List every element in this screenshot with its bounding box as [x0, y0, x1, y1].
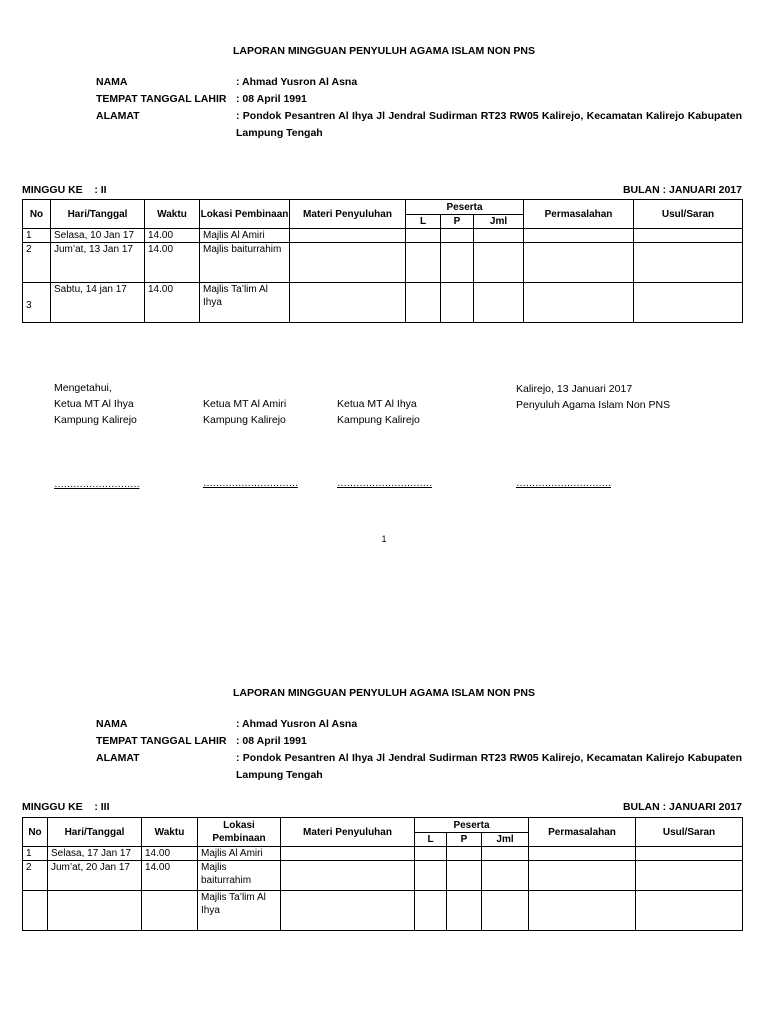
cell-material	[290, 229, 406, 243]
cell-p	[441, 229, 474, 243]
cell-time: 14.00	[145, 229, 200, 243]
col-header-participants: Peserta	[406, 200, 524, 215]
cell-jml	[482, 891, 529, 931]
info-value: : Ahmad Yusron Al Asna	[236, 76, 358, 88]
cell-day: Jum’at, 13 Jan 17	[51, 243, 145, 283]
info-label: NAMA	[96, 718, 128, 730]
table-row	[23, 847, 743, 861]
table-row	[23, 229, 743, 243]
signature-block-2	[203, 396, 286, 428]
col-header-participants: Peserta	[415, 818, 529, 833]
cell-suggestions	[636, 847, 743, 861]
col-header-suggestions: Usul/Saran	[636, 818, 743, 847]
col-header-material: Materi Penyuluhan	[290, 200, 406, 229]
table-row	[23, 283, 743, 323]
cell-time: 14.00	[145, 283, 200, 323]
info-label: ALAMAT	[96, 110, 140, 122]
signature-block-3	[337, 396, 420, 428]
cell-location: Majlis baiturrahim	[198, 861, 281, 891]
col-header-problems: Permasalahan	[524, 200, 634, 229]
report-table	[22, 199, 743, 323]
signature-line: Ketua MT Al Amiri	[203, 398, 287, 410]
info-row-birth	[96, 733, 742, 750]
cell-location: Majlis Ta’lim Al Ihya	[198, 891, 281, 931]
cell-l	[415, 847, 447, 861]
cell-time: 14.00	[145, 243, 200, 283]
cell-l	[406, 283, 441, 323]
signature-dots: …………………………	[516, 478, 611, 489]
cell-p	[441, 243, 474, 283]
identity-block	[96, 74, 742, 142]
cell-problems	[529, 861, 636, 891]
col-header-day: Hari/Tanggal	[48, 818, 142, 847]
signature-line: Ketua MT Al Ihya	[337, 398, 417, 410]
cell-jml	[474, 283, 524, 323]
cell-l	[406, 229, 441, 243]
col-header-l: L	[406, 215, 441, 229]
cell-p	[447, 847, 482, 861]
cell-day: Jum’at, 20 Jan 17	[48, 861, 142, 891]
cell-day	[48, 891, 142, 931]
signature-block-1	[54, 380, 137, 428]
cell-location: Majlis Al Amiri	[198, 847, 281, 861]
cell-problems	[524, 243, 634, 283]
cell-time: 14.00	[142, 861, 198, 891]
signature-line: Kampung Kalirejo	[54, 414, 137, 426]
week-label: MINGGU KE : II	[22, 184, 107, 196]
cell-time	[142, 891, 198, 931]
signature-line: Kampung Kalirejo	[203, 414, 286, 426]
col-header-l: L	[415, 833, 447, 847]
table-row	[23, 243, 743, 283]
cell-suggestions	[636, 891, 743, 931]
report-title: LAPORAN MINGGUAN PENYULUH AGAMA ISLAM NON PNS	[233, 45, 535, 57]
cell-p	[447, 861, 482, 891]
cell-jml	[482, 847, 529, 861]
col-header-time: Waktu	[145, 200, 200, 229]
info-value: : 08 April 1991	[236, 735, 307, 747]
cell-no: 1	[23, 229, 51, 243]
cell-no: 2	[23, 861, 48, 891]
col-header-location: Lokasi Pembinaan	[198, 818, 281, 847]
col-header-day: Hari/Tanggal	[51, 200, 145, 229]
signature-dots: …………………………	[337, 478, 432, 489]
cell-jml	[482, 861, 529, 891]
signature-dots: …………………………	[203, 478, 298, 489]
week-label: MINGGU KE : III	[22, 801, 110, 813]
cell-day: Selasa, 17 Jan 17	[48, 847, 142, 861]
col-header-suggestions: Usul/Saran	[634, 200, 743, 229]
info-value: : Pondok Pesantren Al Ihya Jl Jendral Sudirman RT23 RW05 Kalirejo, Kecamatan Kalirejo Kabupaten Lampung Tengah	[236, 752, 742, 781]
identity-block	[96, 716, 742, 784]
cell-material	[281, 891, 415, 931]
cell-p	[447, 891, 482, 931]
cell-p	[441, 283, 474, 323]
info-value: : 08 April 1991	[236, 93, 307, 105]
col-header-time: Waktu	[142, 818, 198, 847]
info-row-address	[96, 750, 742, 784]
cell-material	[290, 243, 406, 283]
info-row-address	[96, 108, 742, 142]
info-row-name	[96, 74, 742, 91]
info-label: ALAMAT	[96, 752, 140, 764]
col-header-p: P	[441, 215, 474, 229]
signature-line: Mengetahui,	[54, 382, 112, 394]
signature-line: Penyuluh Agama Islam Non PNS	[516, 399, 671, 411]
col-header-p: P	[447, 833, 482, 847]
cell-location: Majlis baiturrahim	[200, 243, 290, 283]
cell-location: Majlis Ta’lim Al Ihya	[200, 283, 290, 323]
cell-suggestions	[634, 243, 743, 283]
info-row-birth	[96, 91, 742, 108]
col-header-jml: Jml	[482, 833, 529, 847]
col-header-jml: Jml	[474, 215, 524, 229]
info-label: NAMA	[96, 76, 128, 88]
month-label: BULAN : JANUARI 2017	[622, 184, 742, 196]
info-label: TEMPAT TANGGAL LAHIR	[96, 93, 227, 105]
col-header-problems: Permasalahan	[529, 818, 636, 847]
cell-material	[290, 283, 406, 323]
cell-problems	[524, 229, 634, 243]
signature-line: Ketua MT Al Ihya	[54, 398, 134, 410]
cell-material	[281, 847, 415, 861]
report-table	[22, 817, 743, 931]
cell-suggestions	[634, 229, 743, 243]
cell-no: 2	[23, 243, 51, 283]
cell-no: 3	[23, 283, 51, 323]
cell-time: 14.00	[142, 847, 198, 861]
col-header-location: Lokasi Pembinaan	[200, 200, 290, 229]
col-header-material: Materi Penyuluhan	[281, 818, 415, 847]
signature-line: Kampung Kalirejo	[337, 414, 420, 426]
cell-suggestions	[634, 283, 743, 323]
col-header-no: No	[23, 818, 48, 847]
month-label: BULAN : JANUARI 2017	[622, 801, 742, 813]
cell-jml	[474, 229, 524, 243]
table-row	[23, 861, 743, 891]
info-value: : Ahmad Yusron Al Asna	[236, 718, 358, 730]
cell-l	[415, 861, 447, 891]
cell-l	[406, 243, 441, 283]
report-title: LAPORAN MINGGUAN PENYULUH AGAMA ISLAM NON PNS	[233, 687, 535, 699]
cell-jml	[474, 243, 524, 283]
info-label: TEMPAT TANGGAL LAHIR	[96, 735, 227, 747]
cell-problems	[529, 847, 636, 861]
cell-problems	[529, 891, 636, 931]
signature-block-4	[516, 381, 670, 413]
cell-problems	[524, 283, 634, 323]
cell-day: Sabtu, 14 jan 17	[51, 283, 145, 323]
cell-suggestions	[636, 861, 743, 891]
cell-l	[415, 891, 447, 931]
cell-location: Majlis Al Amiri	[200, 229, 290, 243]
cell-material	[281, 861, 415, 891]
cell-day: Selasa, 10 Jan 17	[51, 229, 145, 243]
cell-no	[23, 891, 48, 931]
table-row	[23, 891, 743, 931]
cell-no: 1	[23, 847, 48, 861]
info-row-name	[96, 716, 742, 733]
page-number: 1	[381, 534, 387, 544]
signature-line: Kalirejo, 13 Januari 2017	[516, 383, 633, 395]
info-value: : Pondok Pesantren Al Ihya Jl Jendral Sudirman RT23 RW05 Kalirejo, Kecamatan Kalirejo Kabupaten Lampung Tengah	[236, 110, 742, 139]
signature-dots: ………………………	[54, 479, 140, 490]
col-header-no: No	[23, 200, 51, 229]
